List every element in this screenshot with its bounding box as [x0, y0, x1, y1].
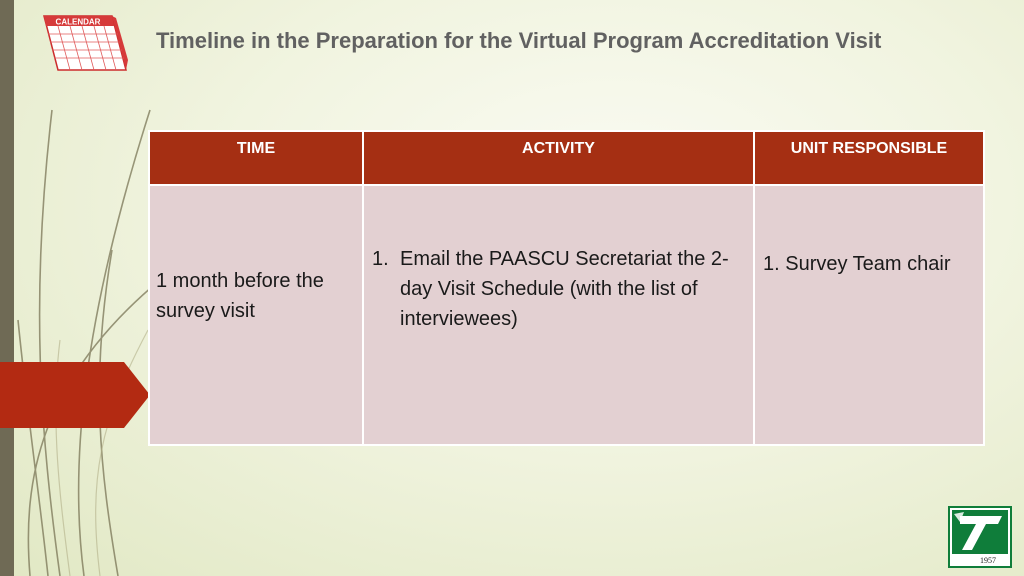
- column-header-activity: ACTIVITY: [363, 131, 754, 185]
- cell-activity: [363, 185, 754, 445]
- decorative-red-arrow: [0, 362, 150, 428]
- cell-unit-responsible: 1. Survey Team chair: [754, 185, 984, 445]
- table-row: [149, 185, 984, 445]
- activity-list-item: [372, 244, 745, 334]
- activity-number: 1.: [372, 248, 389, 270]
- timeline-table: [148, 130, 985, 446]
- column-header-time: TIME: [149, 131, 363, 185]
- institution-logo: [948, 506, 1012, 568]
- calendar-icon-label: CALENDAR: [55, 17, 101, 27]
- page-title: Timeline in the Preparation for the Virtual Program Accreditation Visit: [156, 28, 882, 53]
- table-header-row: [149, 131, 984, 185]
- activity-text: Email the PAASCU Secretariat the 2-day Visit Schedule (with the list of interviewees): [400, 248, 729, 330]
- logo-year: 1957: [980, 556, 996, 565]
- cell-time: 1 month before the survey visit: [149, 185, 363, 445]
- calendar-icon: [34, 14, 128, 74]
- column-header-unit: UNIT RESPONSIBLE: [754, 131, 984, 185]
